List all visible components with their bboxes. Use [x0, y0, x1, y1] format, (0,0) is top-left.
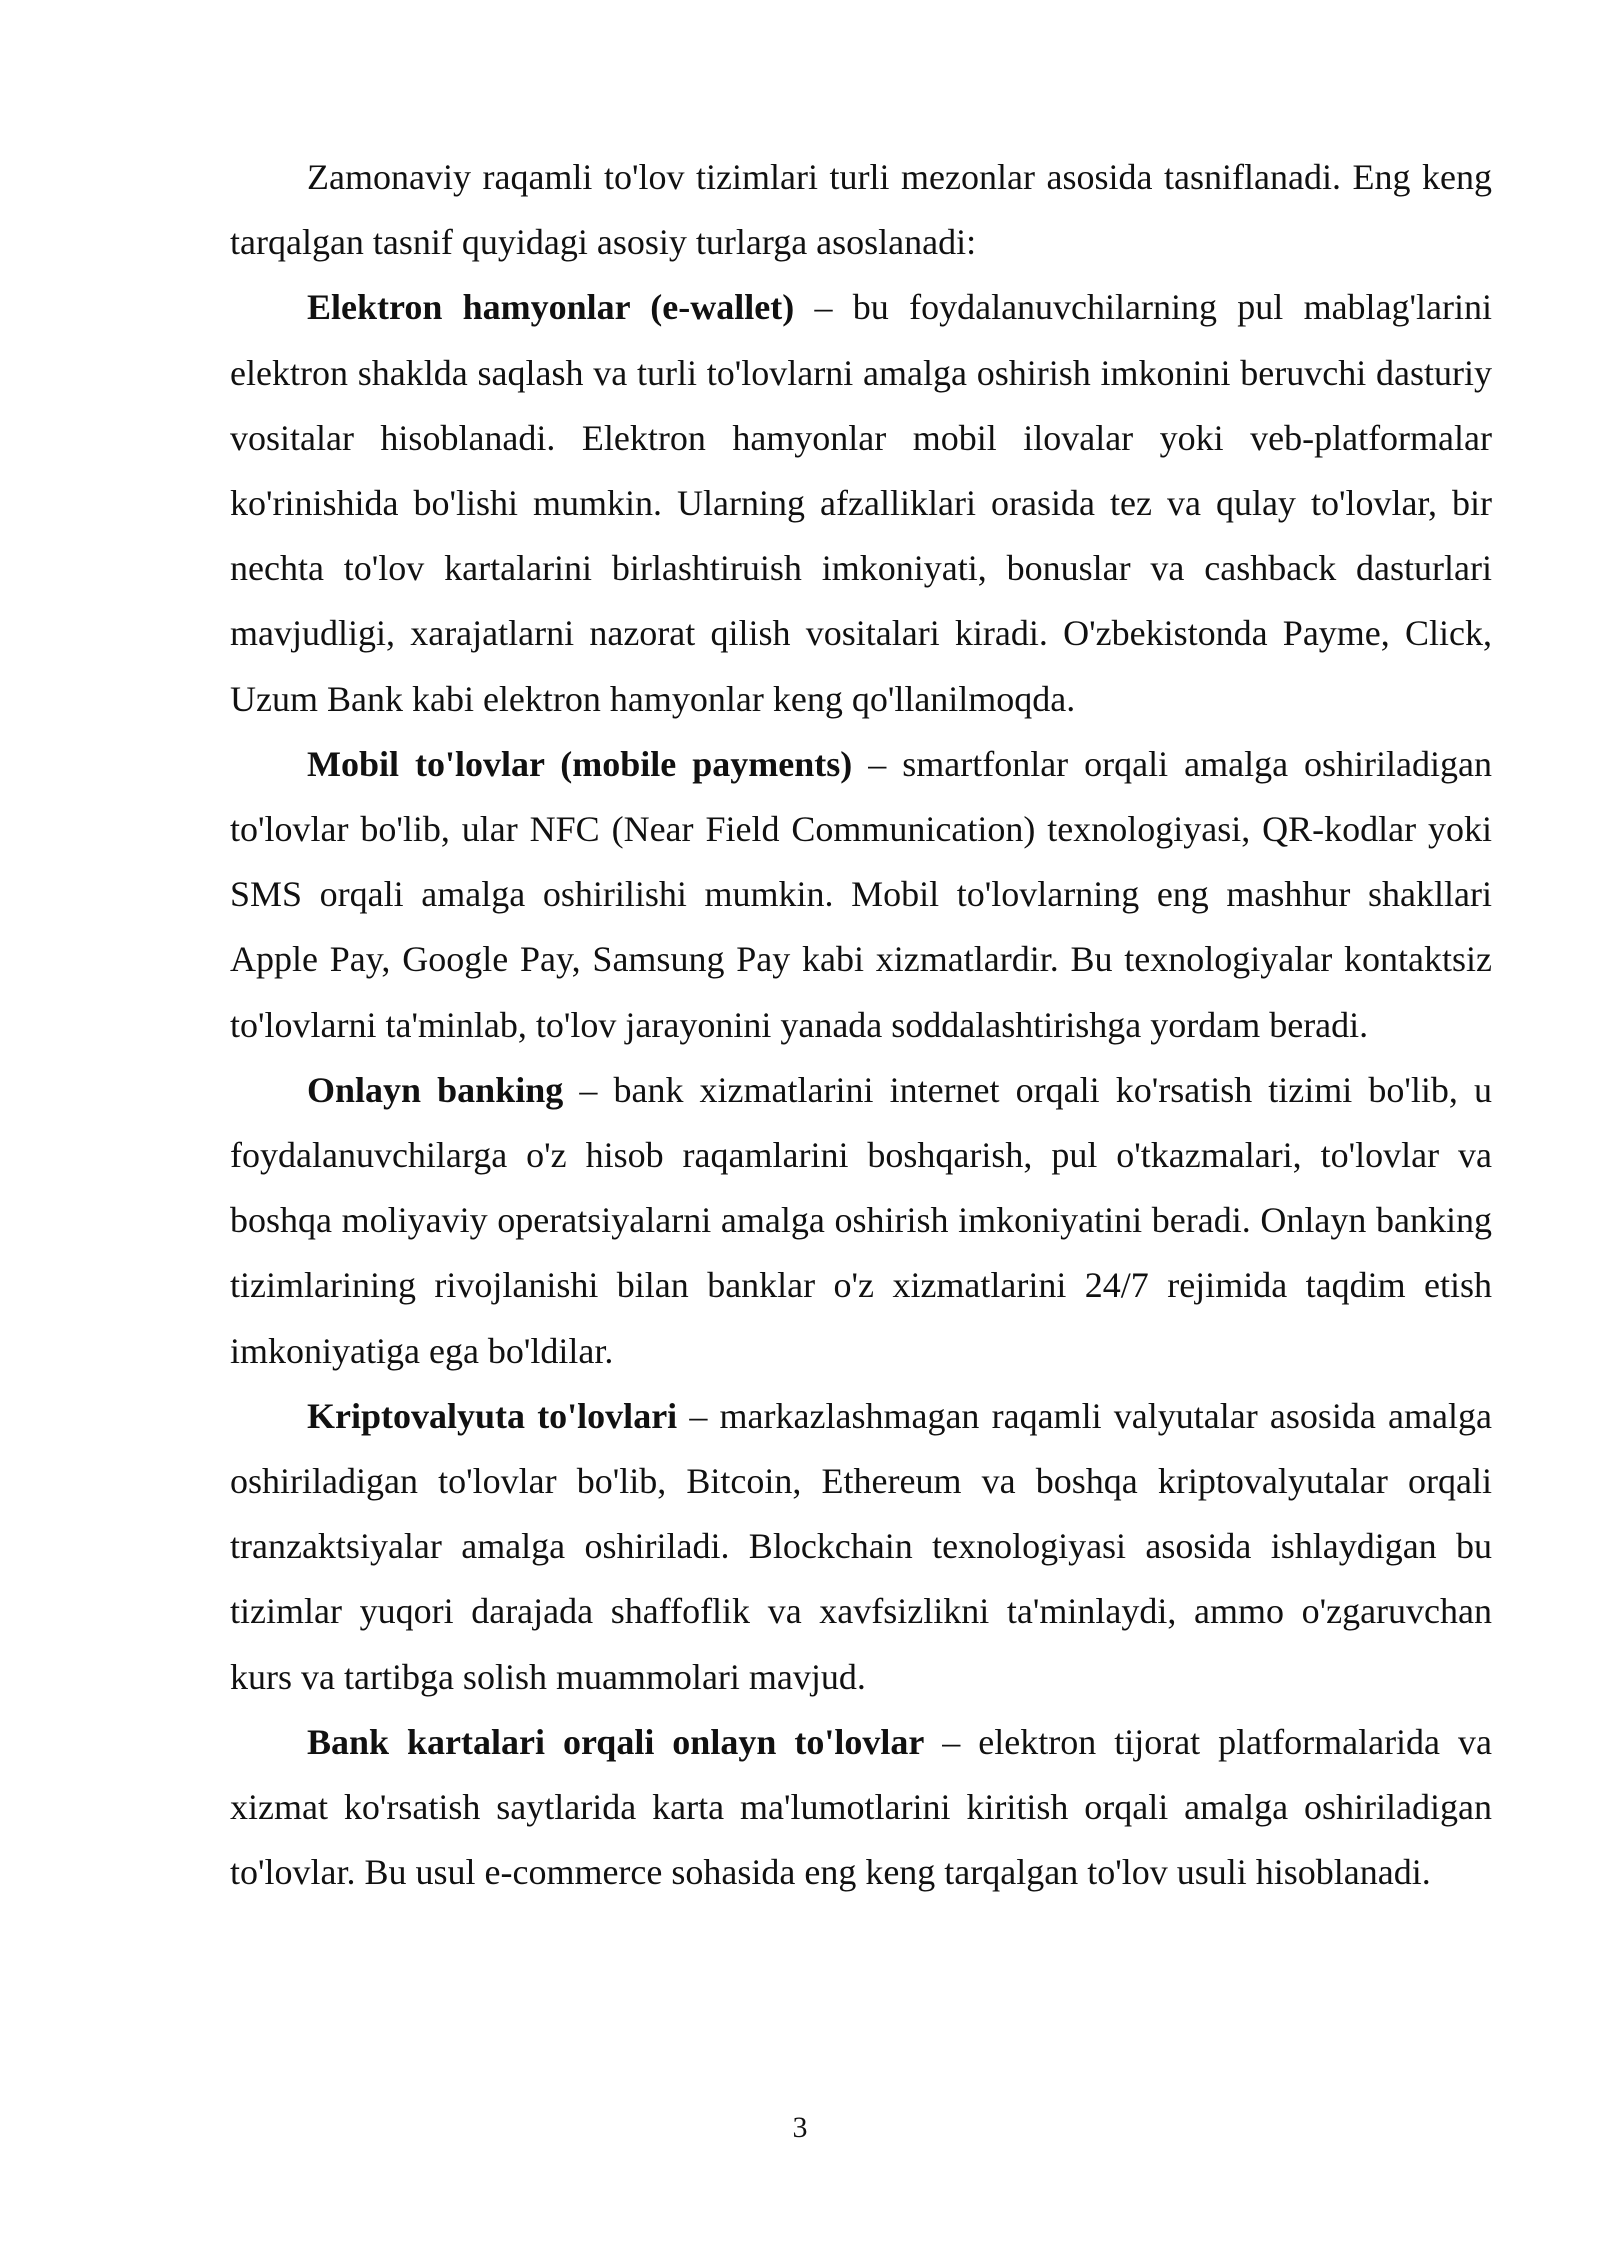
- paragraph-term: Bank kartalari orqali onlayn to'lovlar: [307, 1721, 925, 1762]
- paragraph-text: – smartfonlar orqali amalga oshiriladigan to'lovlar bo'lib, ular NFC (Near Field Communication) texnologiyasi, QR-kodlar yoki SMS orqali amalga oshirilishi mumkin. Mobil to'lovlarning eng mashhur shakllari Apple Pay, Google Pay, Samsung Pay kabi xizmatlardir. Bu texnologiyalar kontaktsiz to'lovlarni ta'minlab, to'lov jarayonini yanada soddalashtirishga yordam beradi.: [230, 743, 1492, 1045]
- paragraph-text: – bank xizmatlarini internet orqali ko'rsatish tizimi bo'lib, u foydalanuvchilarga o'z hisob raqamlarini boshqarish, pul o'tkazmalari, to'lovlar va boshqa moliyaviy operatsiyalarni amalga oshirish imkoniyatini beradi. Onlayn banking tizimlarining rivojlanishi bilan banklar o'z xizmatlarini 24/7 rejimida taqdim etish imkoniyatiga ega bo'ldilar.: [230, 1069, 1492, 1371]
- paragraph-text: – elektron tijorat platformalarida va xizmat ko'rsatish saytlarida karta ma'lumotlarini kiritish orqali amalga oshiriladigan to'lovlar. Bu usul e-commerce sohasida eng keng tarqalgan to'lov usuli hisoblanadi.: [230, 1721, 1492, 1893]
- paragraph-term: Onlayn banking: [307, 1069, 564, 1110]
- paragraph-online-banking: [230, 1058, 1492, 1384]
- paragraph-mobile-payments: [230, 732, 1492, 1058]
- paragraph-crypto-payments: [230, 1384, 1492, 1710]
- body-text: [230, 145, 1492, 1905]
- paragraph-text: – markazlashmagan raqamli valyutalar asosida amalga oshiriladigan to'lovlar bo'lib, Bitcoin, Ethereum va boshqa kriptovalyutalar orqali tranzaktsiyalar amalga oshiriladi. Blockchain texnologiyasi asosida ishlaydigan bu tizimlar yuqori darajada shaffoflik va xavfsizlikni ta'minlaydi, ammo o'zgaruvchan kurs va tartibga solish muammolari mavjud.: [230, 1395, 1492, 1697]
- paragraph-term: Kriptovalyuta to'lovlari: [307, 1395, 678, 1436]
- paragraph-term: Elektron hamyonlar (e-wallet): [307, 287, 795, 328]
- paragraph-intro: [230, 145, 1492, 275]
- paragraph-term: Mobil to'lovlar (mobile payments): [307, 743, 853, 784]
- paragraph-text: – bu foydalanuvchilarning pul mablag'larini elektron shaklda saqlash va turli to'lovlarni amalga oshirish imkonini beruvchi dasturiy vositalar hisoblanadi. Elektron hamyonlar mobil ilovalar yoki veb-platformalar ko'rinishida bo'lishi mumkin. Ularning afzalliklari orasida tez va qulay to'lovlar, bir nechta to'lov kartalarini birlashtiruish imkoniyati, bonuslar va cashback dasturlari mavjudligi, xarajatlarni nazorat qilish vositalari kiradi. O'zbekistonda Payme, Click, Uzum Bank kabi elektron hamyonlar keng qo'llanilmoqda.: [230, 287, 1493, 719]
- page-number: 3: [792, 2111, 808, 2144]
- paragraph-card-payments: [230, 1710, 1492, 1906]
- paragraph-text: Zamonaviy raqamli to'lov tizimlari turli mezonlar asosida tasniflanadi. Eng keng tarqalgan tasnif quyidagi asosiy turlarga asoslanadi:: [230, 157, 1492, 263]
- paragraph-e-wallet: [230, 275, 1492, 731]
